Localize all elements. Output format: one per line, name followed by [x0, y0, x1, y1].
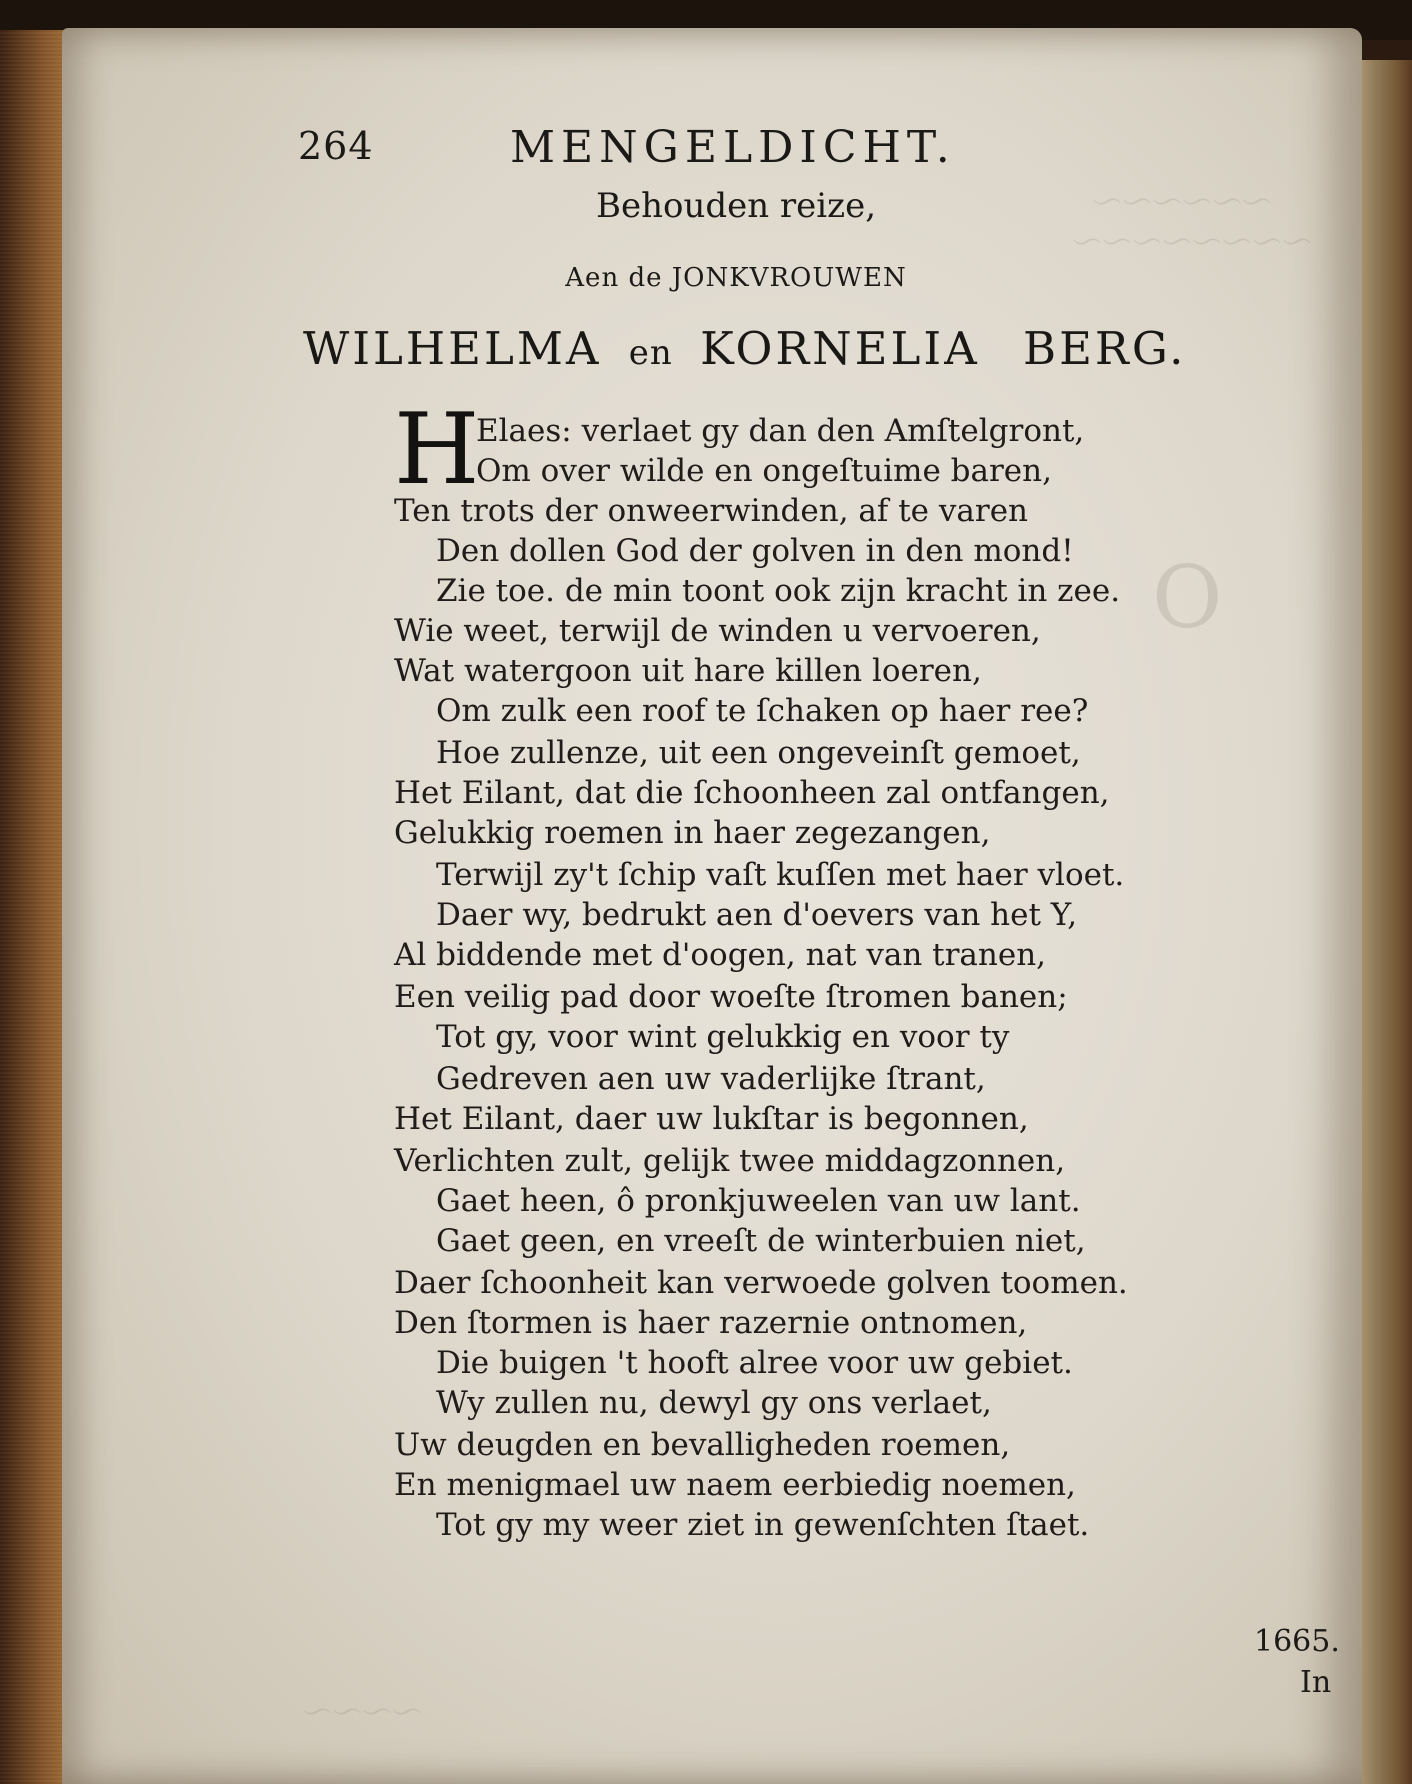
poem-line: Om over wilde en ongeſtuime baren,	[476, 453, 1052, 489]
poem-line: Die buigen 't hooft alree voor uw gebiet.	[436, 1345, 1073, 1381]
poem-line: Tot gy, voor wint gelukkig en voor ty	[436, 1019, 1010, 1055]
poem-line: Gedreven aen uw vaderlijke ſtrant,	[436, 1061, 986, 1097]
running-title: MENGELDICHT.	[510, 122, 956, 173]
show-through-text: ～～～～～～～～	[1072, 226, 1312, 261]
poem-line: Al biddende met d'oogen, nat van tranen,	[394, 937, 1047, 973]
poem-line: Gelukkig roemen in haer zegezangen,	[394, 815, 991, 851]
show-through-text: ～～～～	[302, 1696, 422, 1731]
poem-line: Gaet heen, ô pronkjuweelen van uw lant.	[436, 1183, 1081, 1219]
poem-line: Den dollen God der golven in den mond!	[436, 533, 1074, 569]
show-through-letter: O	[1152, 548, 1223, 648]
poem-line: Het Eilant, dat die ſchoonheen zal ontfangen,	[394, 775, 1110, 811]
poem-line: Wy zullen nu, dewyl gy ons verlaet,	[436, 1385, 992, 1421]
dedicatee-name-2: KORNELIA	[700, 322, 980, 375]
drop-capital: H	[394, 393, 480, 507]
dedicatee-name-1: WILHELMA	[303, 322, 602, 375]
poem-line: Een veilig pad door woeſte ſtromen banen;	[394, 979, 1068, 1015]
poem-line: Daer ſchoonheit kan verwoede golven toomen.	[394, 1265, 1128, 1301]
poem-dedication: Aen de JONKVROUWEN	[565, 263, 907, 293]
poem-line: Om zulk een roof te ſchaken op haer ree?	[436, 693, 1089, 729]
page-header	[298, 124, 1098, 174]
poem-line: En menigmael uw naem eerbiedig noemen,	[394, 1467, 1076, 1503]
poem-line: Terwijl zy't ſchip vaſt kuſſen met haer vloet.	[436, 857, 1125, 893]
poem-line: Tot gy my weer ziet in gewenſchten ſtaet.	[436, 1507, 1090, 1543]
poem-line: Den ſtormen is haer razernie ontnomen,	[394, 1305, 1028, 1341]
poem-line: Zie toe. de min toont ook zijn kracht in zee.	[436, 573, 1121, 609]
poem-line: Ten trots der onweerwinden, af te varen	[394, 493, 1029, 529]
poem-line: Hoe zullenze, uit een ongeveinſt gemoet,	[436, 735, 1081, 771]
show-through-text: ～～～～～～	[1092, 186, 1272, 221]
poem-dedicatees	[303, 322, 1323, 375]
poem-line: Elaes: verlaet gy dan den Amſtelgront,	[476, 413, 1085, 449]
poem-title: Behouden reize,	[595, 186, 877, 226]
poem-line: Gaet geen, en vreeſt de winterbuien niet,	[436, 1223, 1086, 1259]
poem-line: Wie weet, terwijl de winden u vervoeren,	[394, 613, 1041, 649]
poem-line: Daer wy, bedrukt aen d'oevers van het Y,	[436, 897, 1078, 933]
year-mark: 1665.	[1254, 1624, 1340, 1659]
dedicatee-surname: BERG.	[1023, 322, 1187, 375]
poem-line: Uw deugden en bevalligheden roemen,	[394, 1427, 1011, 1463]
poem-line: Verlichten zult, gelijk twee middagzonnen,	[394, 1143, 1066, 1179]
poem-line: Wat watergoon uit hare killen loeren,	[394, 653, 982, 689]
catchword: In	[1300, 1665, 1332, 1700]
page-number: 264	[298, 124, 374, 168]
poem-line: Het Eilant, daer uw lukſtar is begonnen,	[394, 1101, 1029, 1137]
dedicatee-conjunction: en	[628, 333, 673, 373]
